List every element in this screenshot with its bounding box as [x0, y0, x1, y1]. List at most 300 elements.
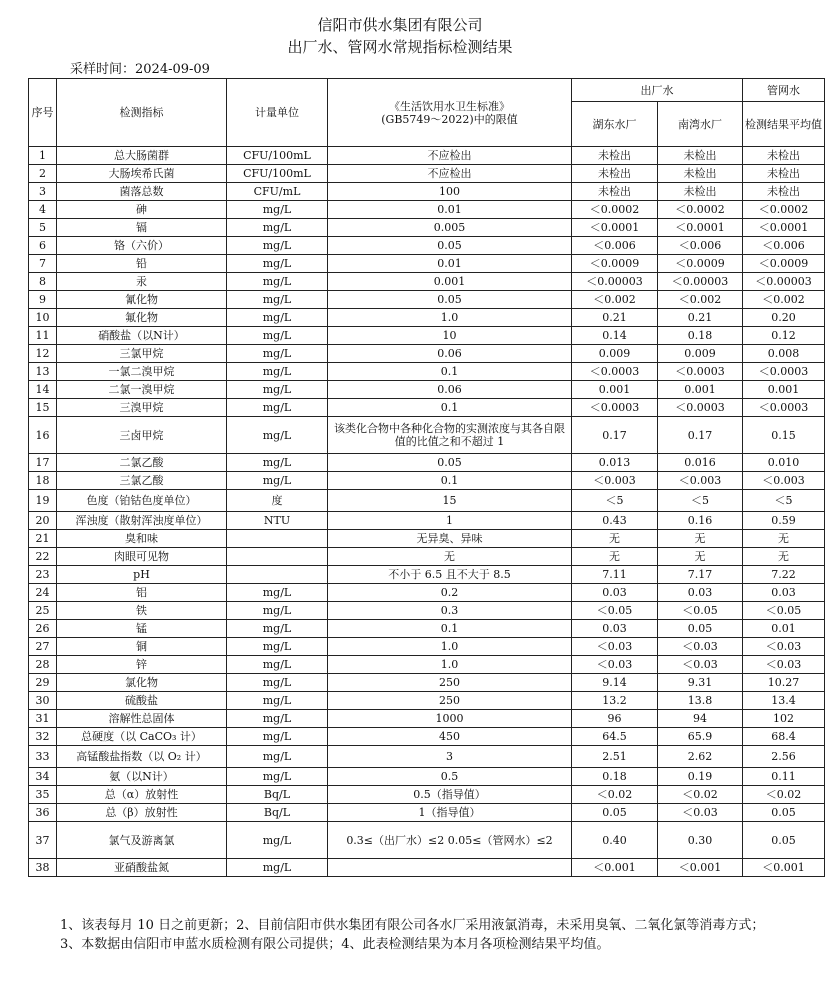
header-unit: 计量单位: [227, 79, 328, 147]
cell-limit: 不应检出: [328, 165, 572, 183]
cell-limit: 不小于 6.5 且不大于 8.5: [328, 566, 572, 584]
table-row: [29, 255, 825, 273]
cell-hudong: ＜0.0001: [572, 219, 658, 237]
cell-no: 33: [29, 746, 57, 768]
cell-hudong: 0.03: [572, 620, 658, 638]
cell-limit: 250: [328, 692, 572, 710]
cell-no: 23: [29, 566, 57, 584]
cell-limit: 0.3≤（出厂水）≤2 0.05≤（管网水）≤2: [328, 822, 572, 859]
cell-hudong: ＜0.03: [572, 638, 658, 656]
cell-no: 3: [29, 183, 57, 201]
cell-unit: mg/L: [227, 472, 328, 490]
cell-network-avg: ＜0.0002: [743, 201, 825, 219]
cell-network-avg: 7.22: [743, 566, 825, 584]
table-row: [29, 746, 825, 768]
cell-limit: 0.01: [328, 255, 572, 273]
cell-nanwan: 0.30: [658, 822, 743, 859]
cell-hudong: ＜0.003: [572, 472, 658, 490]
cell-hudong: 0.001: [572, 381, 658, 399]
cell-limit: 0.05: [328, 454, 572, 472]
cell-network-avg: ＜0.0001: [743, 219, 825, 237]
cell-hudong: 2.51: [572, 746, 658, 768]
cell-indicator: 总硬度（以 CaCO₃ 计）: [57, 728, 227, 746]
cell-indicator: 铜: [57, 638, 227, 656]
cell-unit: [227, 566, 328, 584]
cell-unit: mg/L: [227, 454, 328, 472]
cell-unit: mg/L: [227, 237, 328, 255]
cell-no: 29: [29, 674, 57, 692]
cell-nanwan: ＜0.03: [658, 656, 743, 674]
cell-no: 38: [29, 859, 57, 877]
table-row: [29, 219, 825, 237]
table-row: [29, 490, 825, 512]
table-row: [29, 512, 825, 530]
cell-nanwan: 0.009: [658, 345, 743, 363]
table-row: [29, 147, 825, 165]
cell-hudong: 0.05: [572, 804, 658, 822]
cell-indicator: 浑浊度（散射浑浊度单位）: [57, 512, 227, 530]
table-row: [29, 638, 825, 656]
cell-nanwan: 13.8: [658, 692, 743, 710]
cell-unit: mg/L: [227, 584, 328, 602]
cell-no: 9: [29, 291, 57, 309]
cell-no: 37: [29, 822, 57, 859]
cell-indicator: 铁: [57, 602, 227, 620]
cell-indicator: 砷: [57, 201, 227, 219]
cell-unit: mg/L: [227, 822, 328, 859]
cell-indicator: 肉眼可见物: [57, 548, 227, 566]
header-limit: [328, 79, 572, 147]
cell-hudong: 0.43: [572, 512, 658, 530]
cell-indicator: 二氯乙酸: [57, 454, 227, 472]
cell-limit: [328, 859, 572, 877]
cell-indicator: 臭和味: [57, 530, 227, 548]
cell-indicator: 一氯二溴甲烷: [57, 363, 227, 381]
cell-indicator: 总（α）放射性: [57, 786, 227, 804]
cell-unit: mg/L: [227, 363, 328, 381]
cell-network-avg: ＜0.0003: [743, 399, 825, 417]
cell-nanwan: ＜0.05: [658, 602, 743, 620]
cell-limit: 15: [328, 490, 572, 512]
cell-indicator: 氰化物: [57, 291, 227, 309]
cell-indicator: 总大肠菌群: [57, 147, 227, 165]
cell-unit: mg/L: [227, 417, 328, 454]
cell-hudong: 64.5: [572, 728, 658, 746]
cell-nanwan: ＜0.02: [658, 786, 743, 804]
cell-nanwan: ＜0.006: [658, 237, 743, 255]
cell-hudong: 7.11: [572, 566, 658, 584]
cell-no: 14: [29, 381, 57, 399]
cell-unit: Bq/L: [227, 786, 328, 804]
cell-hudong: 未检出: [572, 183, 658, 201]
cell-limit: 1: [328, 512, 572, 530]
header-hudong: 湖东水厂: [572, 102, 658, 147]
header-no: 序号: [29, 79, 57, 147]
cell-network-avg: 0.03: [743, 584, 825, 602]
cell-unit: mg/L: [227, 674, 328, 692]
cell-unit: mg/L: [227, 273, 328, 291]
cell-network-avg: ＜0.03: [743, 638, 825, 656]
header-network-avg: 检测结果平均值: [743, 102, 825, 147]
cell-limit: 250: [328, 674, 572, 692]
cell-indicator: 铬（六价）: [57, 237, 227, 255]
cell-no: 34: [29, 768, 57, 786]
cell-hudong: 96: [572, 710, 658, 728]
cell-limit: 1.0: [328, 656, 572, 674]
cell-limit: 1.0: [328, 309, 572, 327]
cell-hudong: ＜0.0003: [572, 399, 658, 417]
cell-limit: 0.5: [328, 768, 572, 786]
cell-unit: mg/L: [227, 201, 328, 219]
cell-indicator: 菌落总数: [57, 183, 227, 201]
header-indicator: 检测指标: [57, 79, 227, 147]
cell-nanwan: ＜0.0003: [658, 399, 743, 417]
cell-hudong: ＜0.002: [572, 291, 658, 309]
cell-limit: 不应检出: [328, 147, 572, 165]
cell-nanwan: ＜0.00003: [658, 273, 743, 291]
table-row: [29, 399, 825, 417]
header-limit-line1: 《生活饮用水卫生标准》: [389, 99, 510, 113]
cell-hudong: ＜0.00003: [572, 273, 658, 291]
cell-network-avg: ＜0.002: [743, 291, 825, 309]
cell-unit: CFU/100mL: [227, 147, 328, 165]
cell-limit: 1000: [328, 710, 572, 728]
cell-limit: 0.01: [328, 201, 572, 219]
cell-nanwan: ＜0.0003: [658, 363, 743, 381]
cell-nanwan: ＜0.0002: [658, 201, 743, 219]
cell-network-avg: 未检出: [743, 147, 825, 165]
cell-unit: mg/L: [227, 746, 328, 768]
cell-unit: Bq/L: [227, 804, 328, 822]
cell-nanwan: ＜0.0009: [658, 255, 743, 273]
cell-nanwan: 无: [658, 548, 743, 566]
cell-indicator: 色度（铂钴色度单位）: [57, 490, 227, 512]
cell-indicator: 高锰酸盐指数（以 O₂ 计）: [57, 746, 227, 768]
cell-indicator: 铝: [57, 584, 227, 602]
table-row: [29, 710, 825, 728]
table-row: [29, 859, 825, 877]
cell-hudong: 9.14: [572, 674, 658, 692]
cell-hudong: ＜0.0002: [572, 201, 658, 219]
cell-no: 30: [29, 692, 57, 710]
cell-unit: mg/L: [227, 255, 328, 273]
cell-no: 27: [29, 638, 57, 656]
cell-unit: mg/L: [227, 656, 328, 674]
cell-limit: 100: [328, 183, 572, 201]
cell-unit: 度: [227, 490, 328, 512]
cell-nanwan: 0.16: [658, 512, 743, 530]
cell-network-avg: 0.010: [743, 454, 825, 472]
header-factory-group: 出厂水: [572, 79, 743, 102]
cell-hudong: ＜0.03: [572, 656, 658, 674]
table-row: [29, 417, 825, 454]
cell-indicator: 铅: [57, 255, 227, 273]
cell-hudong: 0.14: [572, 327, 658, 345]
cell-nanwan: 0.19: [658, 768, 743, 786]
cell-hudong: ＜0.05: [572, 602, 658, 620]
cell-network-avg: ＜0.05: [743, 602, 825, 620]
cell-unit: mg/L: [227, 620, 328, 638]
cell-indicator: 氨（以N计）: [57, 768, 227, 786]
cell-network-avg: 0.59: [743, 512, 825, 530]
cell-no: 5: [29, 219, 57, 237]
table-row: [29, 327, 825, 345]
cell-unit: CFU/mL: [227, 183, 328, 201]
cell-limit: 0.001: [328, 273, 572, 291]
cell-network-avg: ＜0.001: [743, 859, 825, 877]
cell-unit: NTU: [227, 512, 328, 530]
cell-hudong: ＜0.0003: [572, 363, 658, 381]
cell-hudong: 无: [572, 548, 658, 566]
table-row: [29, 602, 825, 620]
cell-unit: mg/L: [227, 327, 328, 345]
cell-unit: mg/L: [227, 638, 328, 656]
cell-limit: 0.06: [328, 345, 572, 363]
cell-no: 26: [29, 620, 57, 638]
cell-indicator: 大肠埃希氏菌: [57, 165, 227, 183]
table-row: [29, 165, 825, 183]
cell-nanwan: 0.03: [658, 584, 743, 602]
table-row: [29, 472, 825, 490]
cell-nanwan: ＜0.03: [658, 638, 743, 656]
cell-nanwan: ＜0.003: [658, 472, 743, 490]
cell-hudong: 13.2: [572, 692, 658, 710]
header-nanwan: 南湾水厂: [658, 102, 743, 147]
cell-limit: 无: [328, 548, 572, 566]
table-row: [29, 584, 825, 602]
table-row: [29, 530, 825, 548]
table-row: [29, 692, 825, 710]
cell-indicator: 溶解性总固体: [57, 710, 227, 728]
cell-unit: mg/L: [227, 291, 328, 309]
cell-network-avg: ＜0.0009: [743, 255, 825, 273]
cell-limit: 0.3: [328, 602, 572, 620]
table-row: [29, 309, 825, 327]
cell-unit: mg/L: [227, 309, 328, 327]
cell-nanwan: 0.05: [658, 620, 743, 638]
cell-nanwan: ＜0.002: [658, 291, 743, 309]
cell-hudong: 无: [572, 530, 658, 548]
cell-nanwan: ＜0.001: [658, 859, 743, 877]
table-row: [29, 273, 825, 291]
cell-no: 25: [29, 602, 57, 620]
table-row: [29, 656, 825, 674]
cell-no: 12: [29, 345, 57, 363]
cell-hudong: 0.03: [572, 584, 658, 602]
cell-hudong: 未检出: [572, 165, 658, 183]
cell-unit: mg/L: [227, 219, 328, 237]
cell-network-avg: 10.27: [743, 674, 825, 692]
cell-no: 31: [29, 710, 57, 728]
cell-no: 15: [29, 399, 57, 417]
cell-indicator: 氟化物: [57, 309, 227, 327]
cell-unit: mg/L: [227, 602, 328, 620]
cell-unit: mg/L: [227, 345, 328, 363]
cell-network-avg: ＜0.03: [743, 656, 825, 674]
cell-indicator: 镉: [57, 219, 227, 237]
cell-network-avg: ＜5: [743, 490, 825, 512]
cell-indicator: 三氯甲烷: [57, 345, 227, 363]
cell-indicator: pH: [57, 566, 227, 584]
footnotes: 1、该表每月 10 日之前更新；2、目前信阳市供水集团有限公司各水厂采用液氯消毒，未采用臭氧、二氧化氯等消毒方式；3、本数据由信阳市申蓝水质检测有限公司提供；4、此表检测结果为本月各项检测结果平均值。: [60, 918, 765, 952]
table-row: [29, 768, 825, 786]
cell-nanwan: 0.001: [658, 381, 743, 399]
cell-network-avg: 0.01: [743, 620, 825, 638]
table-row: [29, 786, 825, 804]
cell-limit: 0.1: [328, 472, 572, 490]
cell-hudong: 0.009: [572, 345, 658, 363]
cell-unit: mg/L: [227, 768, 328, 786]
cell-no: 17: [29, 454, 57, 472]
cell-unit: mg/L: [227, 692, 328, 710]
cell-no: 35: [29, 786, 57, 804]
cell-indicator: 三溴甲烷: [57, 399, 227, 417]
cell-indicator: 二氯一溴甲烷: [57, 381, 227, 399]
cell-no: 8: [29, 273, 57, 291]
cell-nanwan: 0.016: [658, 454, 743, 472]
cell-hudong: 未检出: [572, 147, 658, 165]
cell-nanwan: 0.17: [658, 417, 743, 454]
cell-unit: [227, 548, 328, 566]
cell-no: 6: [29, 237, 57, 255]
cell-no: 7: [29, 255, 57, 273]
cell-nanwan: 94: [658, 710, 743, 728]
cell-no: 21: [29, 530, 57, 548]
table-row: [29, 237, 825, 255]
cell-nanwan: 65.9: [658, 728, 743, 746]
results-body: [29, 147, 825, 877]
table-row: [29, 201, 825, 219]
table-row: [29, 728, 825, 746]
cell-limit: 1.0: [328, 638, 572, 656]
cell-no: 28: [29, 656, 57, 674]
cell-unit: [227, 530, 328, 548]
cell-limit: 0.05: [328, 237, 572, 255]
cell-network-avg: 0.12: [743, 327, 825, 345]
cell-hudong: 0.17: [572, 417, 658, 454]
cell-unit: mg/L: [227, 728, 328, 746]
cell-no: 20: [29, 512, 57, 530]
cell-network-avg: 无: [743, 530, 825, 548]
table-row: [29, 291, 825, 309]
cell-limit: 0.05: [328, 291, 572, 309]
cell-indicator: 三氯乙酸: [57, 472, 227, 490]
cell-nanwan: ＜5: [658, 490, 743, 512]
cell-limit: 450: [328, 728, 572, 746]
cell-limit: 1（指导值）: [328, 804, 572, 822]
cell-nanwan: ＜0.0001: [658, 219, 743, 237]
cell-indicator: 锌: [57, 656, 227, 674]
cell-hudong: ＜0.006: [572, 237, 658, 255]
sampling-time: 采样时间：2024-09-09: [70, 62, 210, 77]
cell-hudong: 0.40: [572, 822, 658, 859]
cell-network-avg: 0.001: [743, 381, 825, 399]
header-network-group: 管网水: [743, 79, 825, 102]
table-row: [29, 566, 825, 584]
company-title: 信阳市供水集团有限公司: [317, 16, 483, 34]
cell-unit: mg/L: [227, 381, 328, 399]
table-row: [29, 454, 825, 472]
cell-nanwan: 7.17: [658, 566, 743, 584]
cell-indicator: 汞: [57, 273, 227, 291]
cell-indicator: 硝酸盐（以N计）: [57, 327, 227, 345]
cell-limit: 0.1: [328, 620, 572, 638]
cell-nanwan: 未检出: [658, 147, 743, 165]
cell-network-avg: ＜0.006: [743, 237, 825, 255]
cell-nanwan: 0.21: [658, 309, 743, 327]
cell-network-avg: ＜0.00003: [743, 273, 825, 291]
cell-network-avg: ＜0.0003: [743, 363, 825, 381]
cell-limit: 0.2: [328, 584, 572, 602]
cell-unit: CFU/100mL: [227, 165, 328, 183]
cell-indicator: 氯化物: [57, 674, 227, 692]
cell-network-avg: 13.4: [743, 692, 825, 710]
table-row: [29, 822, 825, 859]
cell-nanwan: 9.31: [658, 674, 743, 692]
cell-hudong: ＜0.001: [572, 859, 658, 877]
cell-no: 13: [29, 363, 57, 381]
table-row: [29, 363, 825, 381]
cell-no: 18: [29, 472, 57, 490]
cell-indicator: 总（β）放射性: [57, 804, 227, 822]
header-limit-line2: (GB5749～2022)中的限值: [381, 112, 518, 126]
cell-hudong: 0.013: [572, 454, 658, 472]
cell-nanwan: 无: [658, 530, 743, 548]
cell-network-avg: 0.008: [743, 345, 825, 363]
cell-hudong: ＜0.02: [572, 786, 658, 804]
cell-network-avg: 2.56: [743, 746, 825, 768]
cell-no: 16: [29, 417, 57, 454]
cell-network-avg: 68.4: [743, 728, 825, 746]
cell-limit: 0.1: [328, 363, 572, 381]
table-row: [29, 345, 825, 363]
cell-hudong: 0.18: [572, 768, 658, 786]
cell-unit: mg/L: [227, 710, 328, 728]
cell-network-avg: 无: [743, 548, 825, 566]
table-row: [29, 804, 825, 822]
cell-limit: 10: [328, 327, 572, 345]
table-row: [29, 620, 825, 638]
cell-network-avg: 102: [743, 710, 825, 728]
cell-limit: 0.5（指导值）: [328, 786, 572, 804]
cell-limit: 该类化合物中各种化合物的实测浓度与其各自限值的比值之和不超过 1: [328, 417, 572, 454]
cell-no: 2: [29, 165, 57, 183]
cell-network-avg: 0.15: [743, 417, 825, 454]
table-row: [29, 548, 825, 566]
cell-network-avg: 0.05: [743, 822, 825, 859]
cell-hudong: ＜5: [572, 490, 658, 512]
cell-no: 4: [29, 201, 57, 219]
cell-limit: 0.1: [328, 399, 572, 417]
report-title: 出厂水、管网水常规指标检测结果: [287, 38, 513, 56]
table-row: [29, 381, 825, 399]
cell-nanwan: 未检出: [658, 183, 743, 201]
cell-indicator: 氯气及游离氯: [57, 822, 227, 859]
cell-indicator: 亚硝酸盐氮: [57, 859, 227, 877]
cell-network-avg: 0.05: [743, 804, 825, 822]
cell-nanwan: 0.18: [658, 327, 743, 345]
cell-limit: 3: [328, 746, 572, 768]
table-row: [29, 674, 825, 692]
cell-network-avg: 0.20: [743, 309, 825, 327]
cell-limit: 0.005: [328, 219, 572, 237]
cell-unit: mg/L: [227, 399, 328, 417]
cell-hudong: ＜0.0009: [572, 255, 658, 273]
cell-limit: 0.06: [328, 381, 572, 399]
cell-network-avg: 0.11: [743, 768, 825, 786]
cell-no: 10: [29, 309, 57, 327]
cell-nanwan: 2.62: [658, 746, 743, 768]
